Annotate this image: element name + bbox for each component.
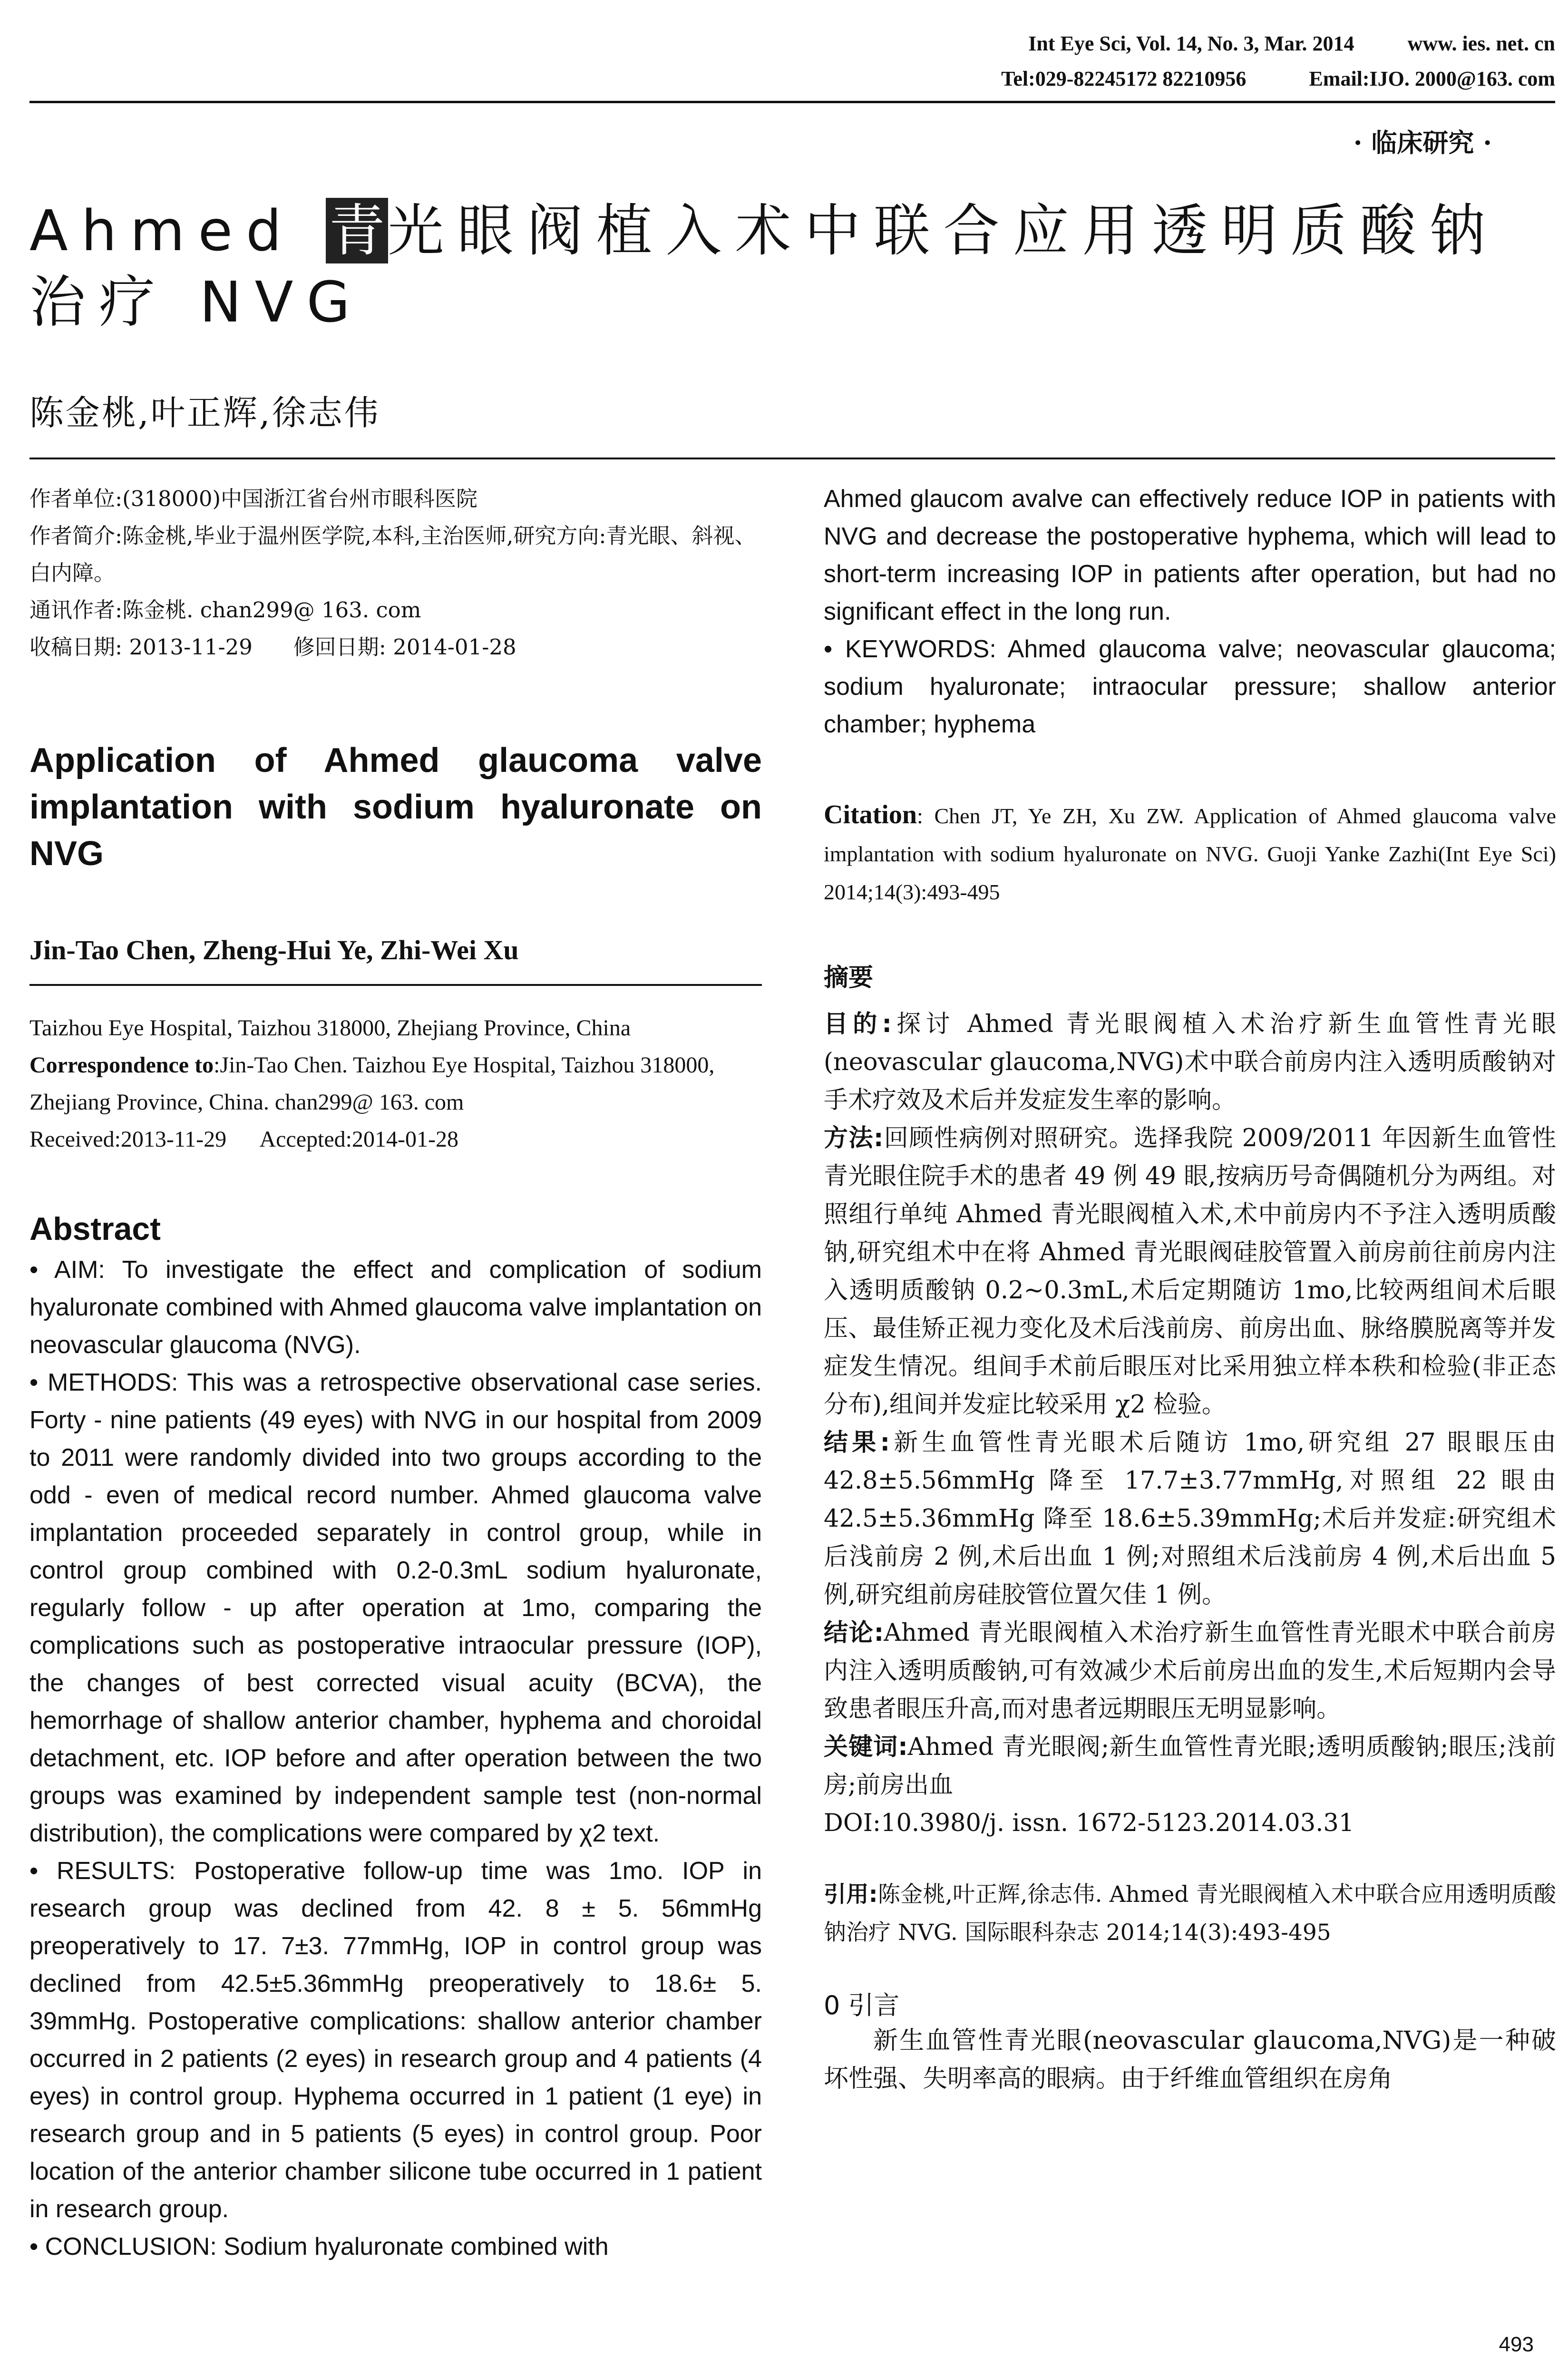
cn-abstract-heading: 摘要: [824, 964, 874, 992]
cn-conclusion-label: 结论:: [824, 1619, 884, 1647]
section-tag: · 临床研究 ·: [1353, 127, 1492, 158]
header-line-2: [747, 61, 1555, 97]
journal-header: [747, 26, 1555, 97]
abstract-heading: Abstract: [29, 1211, 161, 1247]
cn-doi: DOI:10.3980/j. issn. 1672-5123.2014.03.31: [824, 1809, 1354, 1837]
cn-conclusion: [824, 1614, 1556, 1728]
cn-methods: [824, 1120, 1556, 1424]
affiliation: [29, 1010, 762, 1158]
intro-paragraph: 新生血管性青光眼(neovascular glaucoma,NVG)是一种破坏性强、失明率高的眼病。由于纤维血管组织在房角: [824, 2026, 1556, 2093]
body-rule: [29, 458, 1555, 459]
abstract-aim: • AIM: To investigate the effect and complication of sodium hyaluronate combined with Ahmed glaucoma valve implantation on neovascular glaucoma (NVG).: [29, 1256, 762, 1359]
journal-email: Email:IJO. 2000@163. com: [1309, 67, 1555, 90]
cn-aim-label: 目的:: [824, 1010, 892, 1038]
english-title: Application of Ahmed glaucoma valve implantation with sodium hyaluronate on NVG: [29, 741, 762, 873]
title-prefix: Ahmed: [29, 198, 295, 263]
corresponding-author: 通讯作者:陈金桃. chan299@ 163. com: [29, 597, 421, 623]
english-authors: Jin-Tao Chen, Zheng-Hui Ye, Zhi-Wei Xu: [29, 935, 519, 965]
intro-heading: 0 引言: [824, 1990, 900, 2020]
author-info: [29, 480, 762, 666]
journal-website: www. ies. net. cn: [1407, 32, 1555, 55]
cn-citation-label: 引用:: [824, 1881, 878, 1908]
affiliation-hospital: Taizhou Eye Hospital, Taizhou 318000, Zhejiang Province, China: [29, 1015, 631, 1041]
cn-keywords-label: 关键词:: [824, 1733, 908, 1761]
abstract-results: • RESULTS: Postoperative follow-up time was 1mo. IOP in research group was declined from 42. 8 ± 5. 56mmHg preoperatively to 17. 7±3. 77mmHg, IOP in control group was declined from 42.5±5.36mmHg preoperatively to 18.6± 5. 39mmHg. Postoperative complications: shallow anterior chamber occurred in 2 patients (2 eyes) in research group and 4 patients (4 eyes) in control group. Hyphema occurred in 1 patient (1 eye) in research group and in 5 patients (5 eyes) in control group. Poor location of the anterior chamber silicone tube occurred in 1 patient in research group.: [29, 1857, 762, 2223]
received-accepted: Received:2013-11-29 Accepted:2014-01-28: [29, 1127, 458, 1152]
abstract-keywords: • KEYWORDS: Ahmed glaucoma valve; neovascular glaucoma; sodium hyaluronate; intraocular pressure; shallow anterior chamber; hyphema: [824, 635, 1556, 738]
cn-keywords-text: Ahmed 青光眼阀;新生血管性青光眼;透明质酸钠;眼压;浅前房;前房出血: [824, 1733, 1556, 1799]
authors-rule: [29, 984, 762, 986]
received-dates: 收稿日期: 2013-11-29 修回日期: 2014-01-28: [29, 634, 516, 660]
citation-en: [824, 796, 1556, 911]
cn-results-text: 新生血管性青光眼术后随访 1mo,研究组 27 眼眼压由 42.8±5.56mmHg 降至 17.7±3.77mmHg,对照组 22 眼由 42.5±5.36mmHg 降至 18.6±5.39mmHg;术后并发症:研究组术后浅前房 2 例,术后出血 1 例;对照组术后浅前房 4 例,术后出血 5 例,研究组前房硅胶管位置欠佳 1 例。: [824, 1429, 1556, 1609]
abstract-english-continued: [824, 480, 1556, 743]
journal-tel: Tel:029-82245172 82210956: [1001, 67, 1247, 90]
citation-cn: [824, 1876, 1556, 1952]
abstract-english: [29, 1251, 762, 2266]
cn-results-label: 结果:: [824, 1429, 890, 1457]
abstract-conclusion: • CONCLUSION: Sodium hyaluronate combined with: [29, 2233, 609, 2260]
cn-methods-text: 回顾性病例对照研究。选择我院 2009/2011 年因新生血管性青光眼住院手术的患者 49 例 49 眼,按病历号奇偶随机分为两组。对照组行单纯 Ahmed 青光眼阀植入术,术中前房内不予注入透明质酸钠,研究组术中在将 Ahmed 青光眼阀硅胶管置入前房前往前房内注入透明质酸钠 0.2~0.3mL,术后定期随访 1mo,比较两组间术后眼压、最佳矫正视力变化及术后浅前房、前房出血、脉络膜脱离等并发症发生情况。组间手术前后眼压对比采用独立样本秩和检验(非正态分布),组间并发症比较采用 χ2 检验。: [824, 1124, 1556, 1419]
header-line-1: [747, 26, 1555, 61]
author-bio: 作者简介:陈金桃,毕业于温州医学院,本科,主治医师,研究方向:青光眼、斜视、白内障。: [29, 523, 756, 585]
cn-citation-text: 陈金桃,叶正辉,徐志伟. Ahmed 青光眼阀植入术中联合应用透明质酸钠治疗 NVG. 国际眼科杂志 2014;14(3):493-495: [824, 1881, 1556, 1946]
abstract-methods: • METHODS: This was a retrospective observational case series. Forty - nine patients (49 eyes) with NVG in our hospital from 2009 to 2011 were randomly divided into two groups according to the odd - even of medical record number. Ahmed glaucoma valve implantation proceeded separately in control group, while in control group combined with 0.2-0.3mL sodium hyaluronate, regularly follow - up after operation at 1mo, comparing the complications such as postoperative intraocular pressure (IOP), the changes of best corrected visual acuity (BCVA), the hemorrhage of shallow anterior chamber, hyphema and choroidal detachment, etc. IOP before and after operation between the two groups was examined by independent sample test (non-normal distribution), the complications were compared by χ2 text.: [29, 1369, 762, 1847]
authors-cn: 陈金桃,叶正辉,徐志伟: [29, 393, 380, 433]
cn-conclusion-text: Ahmed 青光眼阀植入术治疗新生血管性青光眼术中联合前房内注入透明质酸钠,可有效减少术后前房出血的发生,术后短期内会导致患者眼压升高,而对患者远期眼压无明显影响。: [824, 1619, 1556, 1723]
citation-text: : Chen JT, Ye ZH, Xu ZW. Application of Ahmed glaucoma valve implantation with sodium hyaluronate on NVG. Guoji Yanke Zazhi(Int Eye Sci) 2014;14(3):493-495: [824, 804, 1556, 904]
cn-aim: [824, 1005, 1556, 1120]
author-unit: 作者单位:(318000)中国浙江省台州市眼科医院: [29, 486, 478, 511]
right-column: [824, 480, 1556, 2098]
cn-results: [824, 1424, 1556, 1614]
cn-keywords: [824, 1728, 1556, 1804]
title-highlight: 青: [326, 198, 388, 263]
citation-label: Citation: [824, 800, 917, 829]
abstract-conclusion-cont: Ahmed glaucom avalve can effectively reduce IOP in patients with NVG and decrease the postoperative hyphema, which will lead to short-term increasing IOP in patients after operation, but had no significant effect in the long run.: [824, 485, 1556, 625]
introduction: [824, 2022, 1556, 2098]
left-column: [29, 480, 762, 2266]
journal-issue: Int Eye Sci, Vol. 14, No. 3, Mar. 2014: [1028, 32, 1354, 55]
correspondence: [29, 1047, 762, 1121]
title-rest: 光眼阀植入术中联合应用透明质酸钠治疗 NVG: [29, 198, 1499, 335]
abstract-chinese: [824, 959, 1556, 1842]
cn-methods-label: 方法:: [824, 1124, 884, 1152]
correspondence-text: :Jin-Tao Chen. Taizhou Eye Hospital, Taizhou 318000, Zhejiang Province, China. chan299@ 163. com: [29, 1052, 715, 1115]
page-number: 493: [1499, 2333, 1534, 2356]
header-rule: [29, 101, 1555, 103]
correspondence-label: Correspondence to: [29, 1052, 214, 1078]
article-title: [29, 195, 1551, 338]
cn-aim-text: 探讨 Ahmed 青光眼阀植入术治疗新生血管性青光眼(neovascular glaucoma,NVG)术中联合前房内注入透明质酸钠对手术疗效及术后并发症发生率的影响。: [824, 1010, 1556, 1114]
